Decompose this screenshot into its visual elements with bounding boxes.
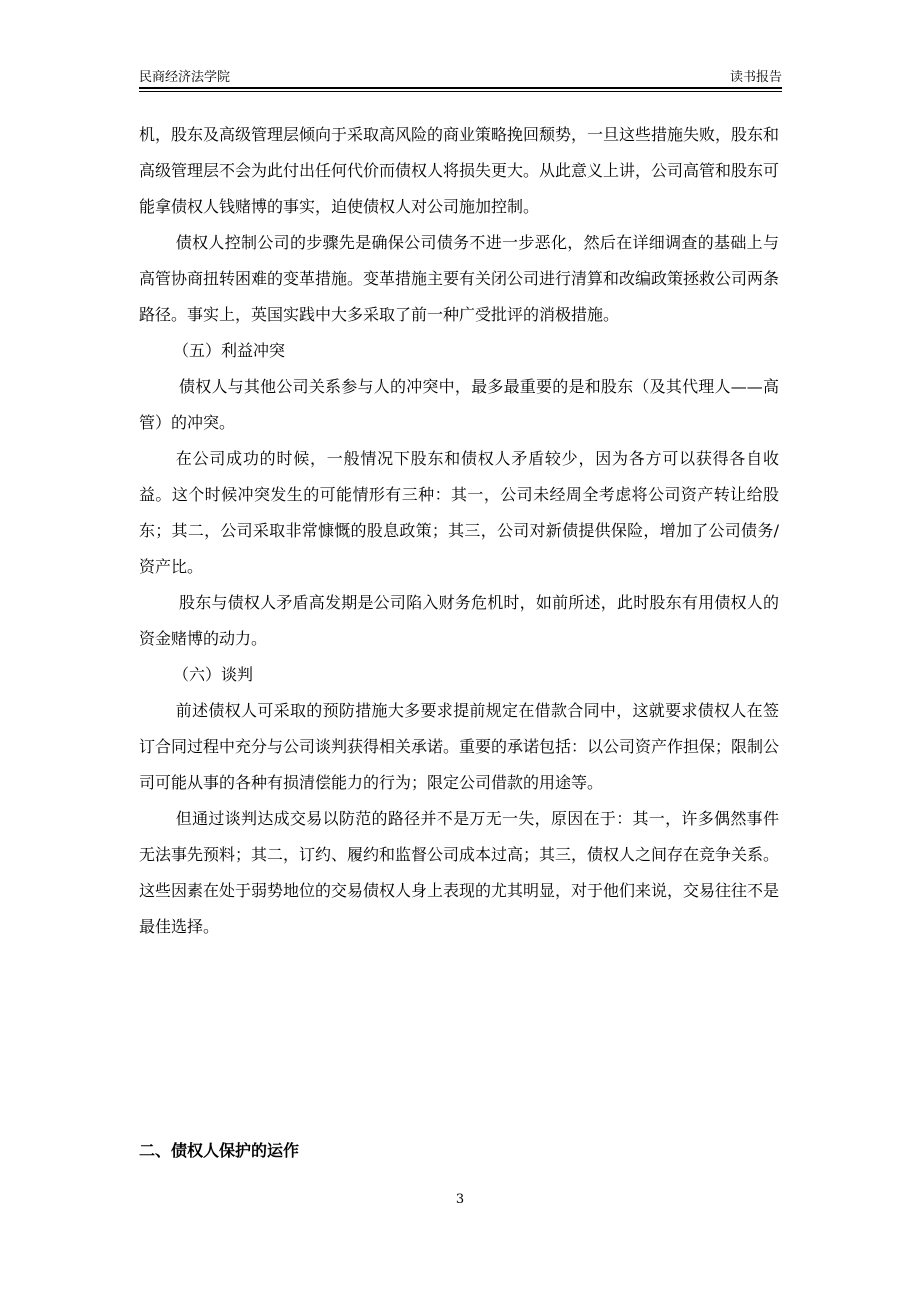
paragraph-company-success: 在公司成功的时候，一般情况下股东和债权人矛盾较少，因为各方可以获得各自收益。这个时候冲突发生的可能情形有三种：其一，公司未经周全考虑将公司资产转让给股东；其二，公司采取非常慷慨的股息政策；其三，公司对新债提供保险，增加了公司债务/资产比。 (139, 449, 779, 576)
subheading-conflict-of-interest: （五）利益冲突 (173, 341, 286, 360)
page-header (139, 64, 782, 86)
section-title: 二、债权人保护的运作 (139, 1141, 300, 1160)
document-body (139, 117, 779, 945)
page-number: 3 (455, 1192, 465, 1207)
header-school-name: 民商经济法学院 (139, 70, 231, 85)
header-divider-thick (139, 87, 782, 89)
paragraph-financial-crisis: 股东与债权人矛盾高发期是公司陷入财务危机时，如前所述，此时股东有用债权人的资金赌博的动力。 (139, 593, 779, 648)
subheading-negotiation: （六）谈判 (173, 665, 254, 684)
paragraph-continuation: 机，股东及高级管理层倾向于采取高风险的商业策略挽回颓势，一旦这些措施失败，股东和高级管理层不会为此付出任何代价而债权人将损失更大。从此意义上讲，公司高管和股东可能拿债权人钱赌博的事实，迫使债权人对公司施加控制。 (139, 125, 780, 216)
paragraph-conflict-with-shareholders: 债权人与其他公司关系参与人的冲突中，最多最重要的是和股东（及其代理人——高管）的冲突。 (139, 377, 779, 432)
paragraph-negotiation-limits: 但通过谈判达成交易以防范的路径并不是万无一失，原因在于：其一，许多偶然事件无法事先预料；其二，订约、履约和监督公司成本过高；其三，债权人之间存在竞争关系。这些因素在处于弱势地位的交易债权人身上表现的尤其明显，对于他们来说，交易往往不是最佳选择。 (139, 809, 780, 936)
header-divider-thin (139, 91, 782, 92)
paragraph-creditor-control: 债权人控制公司的步骤先是确保公司债务不进一步恶化，然后在详细调查的基础上与高管协商扭转困难的变革措施。变革措施主要有关闭公司进行清算和改编政策拯救公司两条路径。事实上，英国实践中大多采取了前一种广受批评的消极措施。 (139, 233, 780, 324)
paragraph-negotiation-commitments: 前述债权人可采取的预防措施大多要求提前规定在借款合同中，这就要求债权人在签订合同过程中充分与公司谈判获得相关承诺。重要的承诺包括：以公司资产作担保；限制公司可能从事的各种有损清偿能力的行为；限定公司借款的用途等。 (139, 701, 780, 792)
header-report-type: 读书报告 (729, 70, 782, 85)
